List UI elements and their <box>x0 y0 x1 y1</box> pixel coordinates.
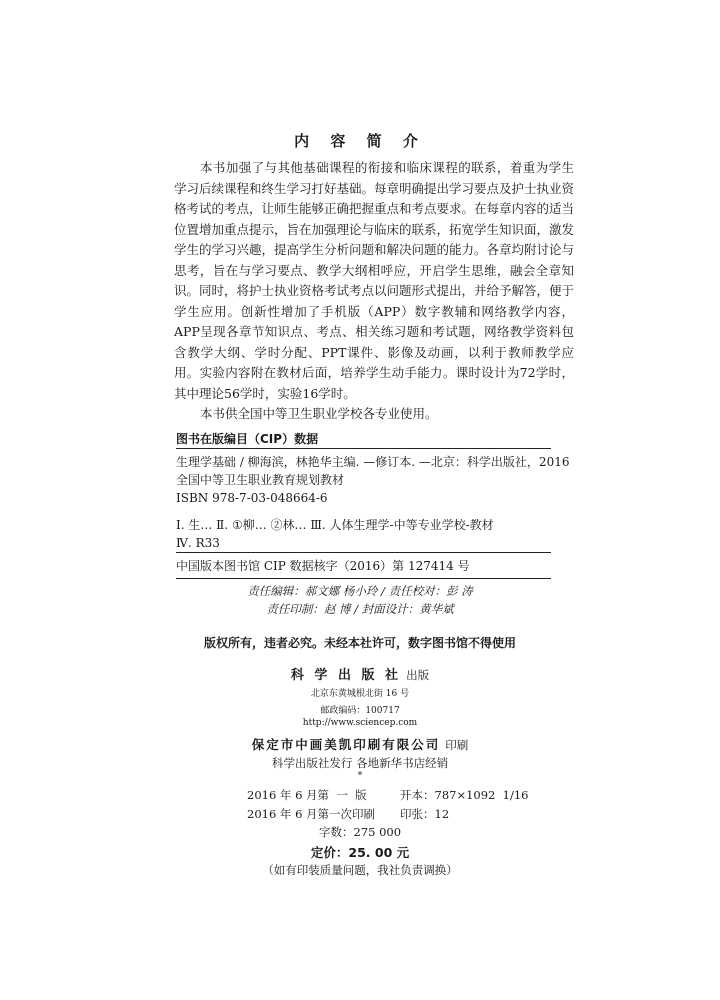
separator-star: * <box>357 771 363 781</box>
sheets-info: 印张：12 <box>400 807 450 821</box>
cip-classification: Ⅰ. 生… Ⅱ. ①柳… ②林… Ⅲ. 人体生理学-中等专业学校-教材 <box>176 518 494 532</box>
staff-editors: 责任编辑：郝文娜 杨小玲 / 责任校对：彭 涛 <box>247 584 473 598</box>
printing-info: 2016 年 6 月第一次印刷 <box>247 807 376 821</box>
cip-heading: 图书在版编目（CIP）数据 <box>176 432 319 446</box>
printer-name: 保定市中画美凯印刷有限公司 <box>251 737 441 752</box>
cip-number: 中国版本图书馆 CIP 数据核字（2016）第 127414 号 <box>176 559 470 573</box>
divider <box>176 578 551 579</box>
publisher-postcode: 邮政编码：100717 <box>320 706 400 716</box>
publisher-address: 北京东黄城根北街 16 号 <box>310 689 410 699</box>
publisher-url: http://www.sciencep.com <box>302 718 418 728</box>
printer-suffix: 印刷 <box>445 738 469 752</box>
intro-section <box>174 158 574 425</box>
format-info: 开本：787×1092 1/16 <box>400 788 529 802</box>
publisher-name: 科 学 出 版 社 <box>290 668 401 683</box>
cip-series-line: 全国中等卫生职业教育规划教材 <box>176 473 345 487</box>
divider <box>176 448 551 449</box>
publisher-suffix: 出版 <box>406 668 430 682</box>
publisher-line <box>0 664 720 683</box>
intro-paragraph-usage: 本书供全国中等卫生职业学校各专业使用。 <box>200 406 438 421</box>
copyright-notice: 版权所有，违者必究。未经本社许可，数字图书馆不得使用 <box>203 636 516 650</box>
intro-paragraph-main: 本书加强了与其他基础课程的衔接和临床课程的联系，着重为学生学习后续课程和终生学习打好基础。每章明确提出学习要点及护士执业资格考试的考点，让师生能够正确把握重点和考点要求。在每章内容的适当位置增加重点提示，旨在加强理论与临床的联系，拓宽学生知识面，激发学生的学习兴趣，提高学生分析问题和解决问题的能力。各章均附讨论与思考，旨在与学习要点、教学大纲相呼应，开启学生思维，融会全章知识。同时，将护士执业资格考试考点以问题形式提出，并给予解答，便于学生应用。创新性增加了手机版（APP）数字教辅和网络教学内容，APP呈现各章节知识点、考点、相关练习题和考试题，网络教学资料包含教学大纲、学时分配、PPT课件、影像及动画，以利于教师教学应用。实验内容附在教材后面，培养学生动手能力。课时设计为72学时，其中理论56学时，实验16学时。 <box>174 160 575 401</box>
price: 定价：25. 00 元 <box>310 845 410 860</box>
quality-note: （如有印装质量问题，我社负责调换） <box>262 863 458 877</box>
edition-info: 2016 年 6 月第 一 版 <box>247 788 367 802</box>
page-title: 内 容 简 介 <box>294 132 426 150</box>
staff-production: 责任印制：赵 博 / 封面设计：黄华斌 <box>266 602 454 616</box>
cip-entry-line: 生理学基础 / 柳海滨，林艳华主编. —修订本. —北京：科学出版社，2016 <box>176 455 570 469</box>
printer-line <box>0 734 720 753</box>
distribution-line: 科学出版社发行 各地新华书店经销 <box>271 756 449 770</box>
divider <box>176 552 551 553</box>
cip-isbn: ISBN 978-7-03-048664-6 <box>176 491 328 505</box>
word-count: 字数：275 000 <box>318 825 402 839</box>
cip-classification-code: Ⅳ. R33 <box>176 536 220 550</box>
